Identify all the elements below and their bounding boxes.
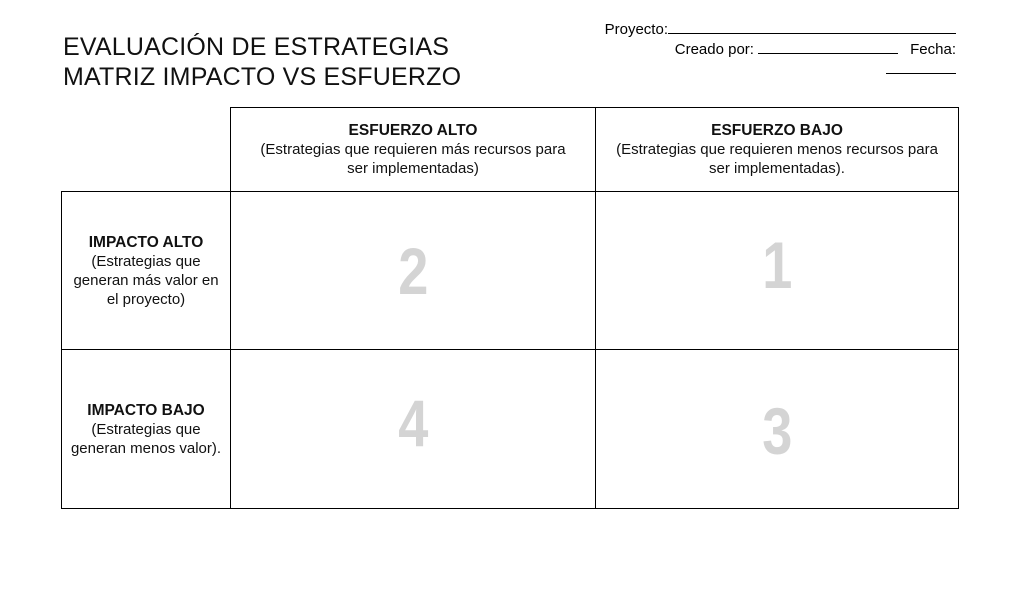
meta-fields bbox=[605, 20, 956, 80]
row-header-high-impact bbox=[62, 192, 231, 350]
project-blank-line[interactable] bbox=[668, 21, 956, 34]
corner-cell bbox=[62, 108, 231, 192]
column-header-low-effort bbox=[596, 108, 959, 192]
column-description: (Estrategias que requieren más recursos para ser implementadas) bbox=[260, 141, 566, 177]
quadrant-number: 1 bbox=[761, 227, 793, 302]
row-header-low-impact bbox=[62, 350, 231, 509]
project-field bbox=[605, 20, 956, 40]
title-line-2: MATRIZ IMPACTO VS ESFUERZO bbox=[63, 63, 462, 91]
column-heading: ESFUERZO BAJO bbox=[711, 122, 843, 139]
quadrant-cell[interactable] bbox=[596, 350, 959, 509]
document-title bbox=[63, 32, 461, 92]
column-description: (Estrategias que requieren menos recursos para ser implementadas). bbox=[616, 141, 938, 177]
row-description: (Estrategias que generan más valor en el proyecto) bbox=[73, 252, 219, 308]
row-description: (Estrategias que generan menos valor). bbox=[70, 420, 222, 457]
title-line-1: EVALUACIÓN DE ESTRATEGIAS bbox=[63, 33, 450, 61]
row-heading: IMPACTO ALTO bbox=[88, 233, 204, 251]
quadrant-number: 3 bbox=[761, 394, 793, 468]
date-label: Fecha: bbox=[910, 41, 956, 58]
project-label: Proyecto: bbox=[604, 21, 668, 38]
column-header-high-effort bbox=[231, 108, 596, 192]
date-blank-line[interactable] bbox=[886, 61, 956, 74]
created-by-label: Creado por: bbox=[674, 41, 754, 58]
quadrant-number: 2 bbox=[397, 233, 429, 308]
created-by-blank-line[interactable] bbox=[758, 41, 898, 54]
quadrant-cell[interactable] bbox=[231, 350, 596, 509]
quadrant-cell[interactable] bbox=[596, 192, 959, 350]
quadrant-cell[interactable] bbox=[231, 192, 596, 350]
column-heading: ESFUERZO ALTO bbox=[348, 122, 478, 139]
quadrant-number: 4 bbox=[397, 386, 429, 460]
impact-effort-matrix bbox=[61, 107, 959, 509]
created-by-field bbox=[605, 40, 956, 60]
row-heading: IMPACTO BAJO bbox=[87, 401, 205, 419]
date-field bbox=[605, 60, 956, 80]
